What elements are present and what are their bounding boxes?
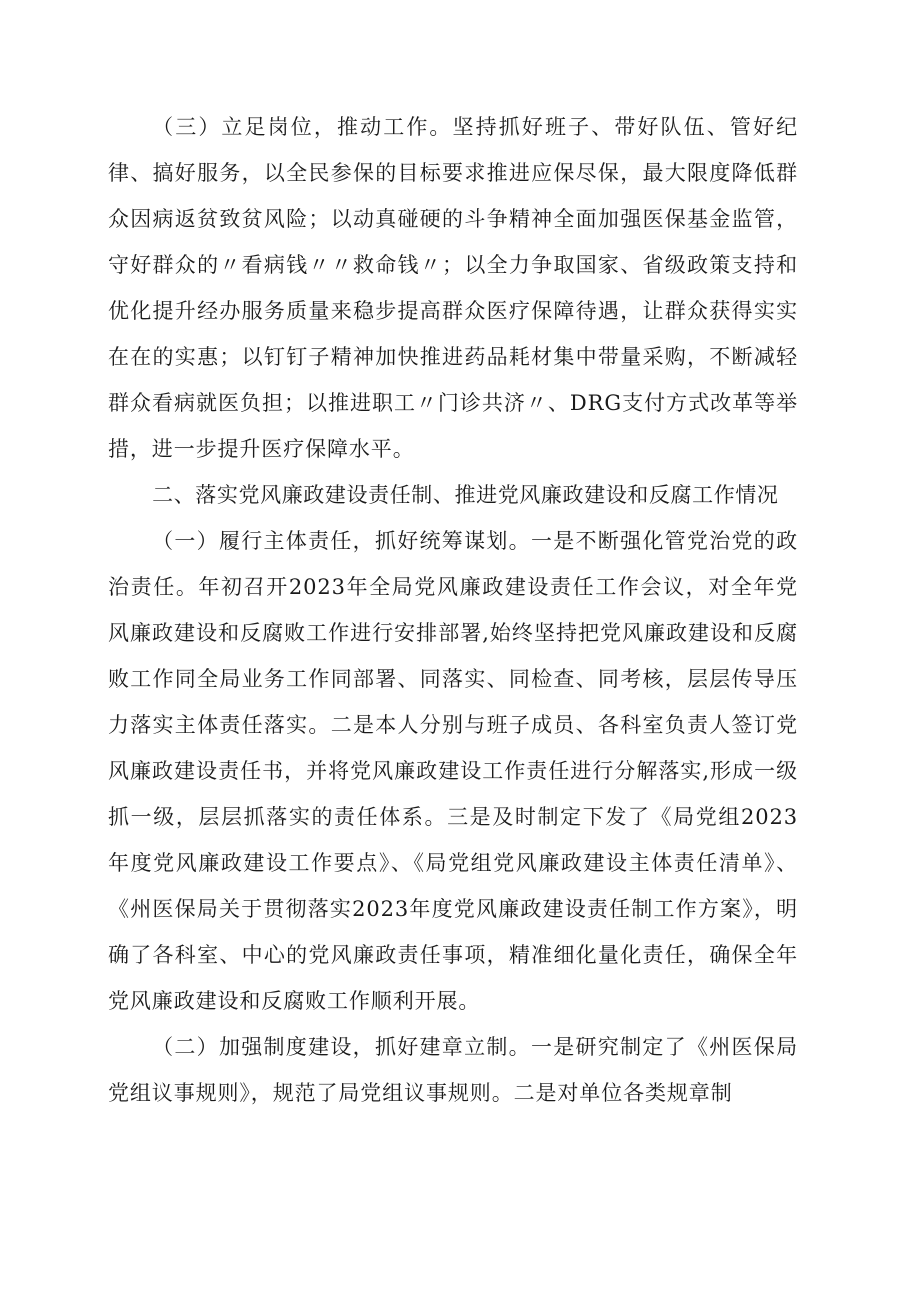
- document-body: [108, 104, 798, 1116]
- paragraph-section-3: （三）立足岗位，推动工作。坚持抓好班子、带好队伍、管好纪律、搞好服务，以全民参保的目标要求推进应保尽保，最大限度降低群众因病返贫致贫风险；以动真碰硬的斗争精神全面加强医保基金监管，守好群众的〃看病钱〃〃救命钱〃；以全力争取国家、省级政策支持和优化提升经办服务质量来稳步提高群众医疗保障待遇，让群众获得实实在在的实惠；以钉钉子精神加快推进药品耗材集中带量采购，不断减轻群众看病就医负担；以推进职工〃门诊共济〃、DRG支付方式改革等举措，进一步提升医疗保障水平。: [108, 115, 798, 461]
- paragraph-subsection-2: （二）加强制度建设，抓好建章立制。一是研究制定了《州医保局党组议事规则》，规范了局党组议事规则。二是对单位各类规章制: [108, 1035, 798, 1105]
- paragraph-subsection-1: （一）履行主体责任，抓好统筹谋划。一是不断强化管党治党的政治责任。年初召开2023年全局党风廉政建设责任工作会议，对全年党风廉政建设和反腐败工作进行安排部署,始终坚持把党风廉政建设和反腐败工作同全局业务工作同部署、同落实、同检查、同考核，层层传导压力落实主体责任落实。二是本人分别与班子成员、各科室负责人签订党风廉政建设责任书，并将党风廉政建设工作责任进行分解落实,形成一级抓一级，层层抓落实的责任体系。三是及时制定下发了《局党组2023年度党风廉政建设工作要点》、《局党组党风廉政建设主体责任清单》、《州医保局关于贯彻落实2023年度党风廉政建设责任制工作方案》，明确了各科室、中心的党风廉政责任事项，精准细化量化责任，确保全年党风廉政建设和反腐败工作顺利开展。: [108, 529, 798, 1013]
- section-heading-2: 二、落实党风廉政建设责任制、推进党风廉政建设和反腐工作情况: [152, 483, 779, 507]
